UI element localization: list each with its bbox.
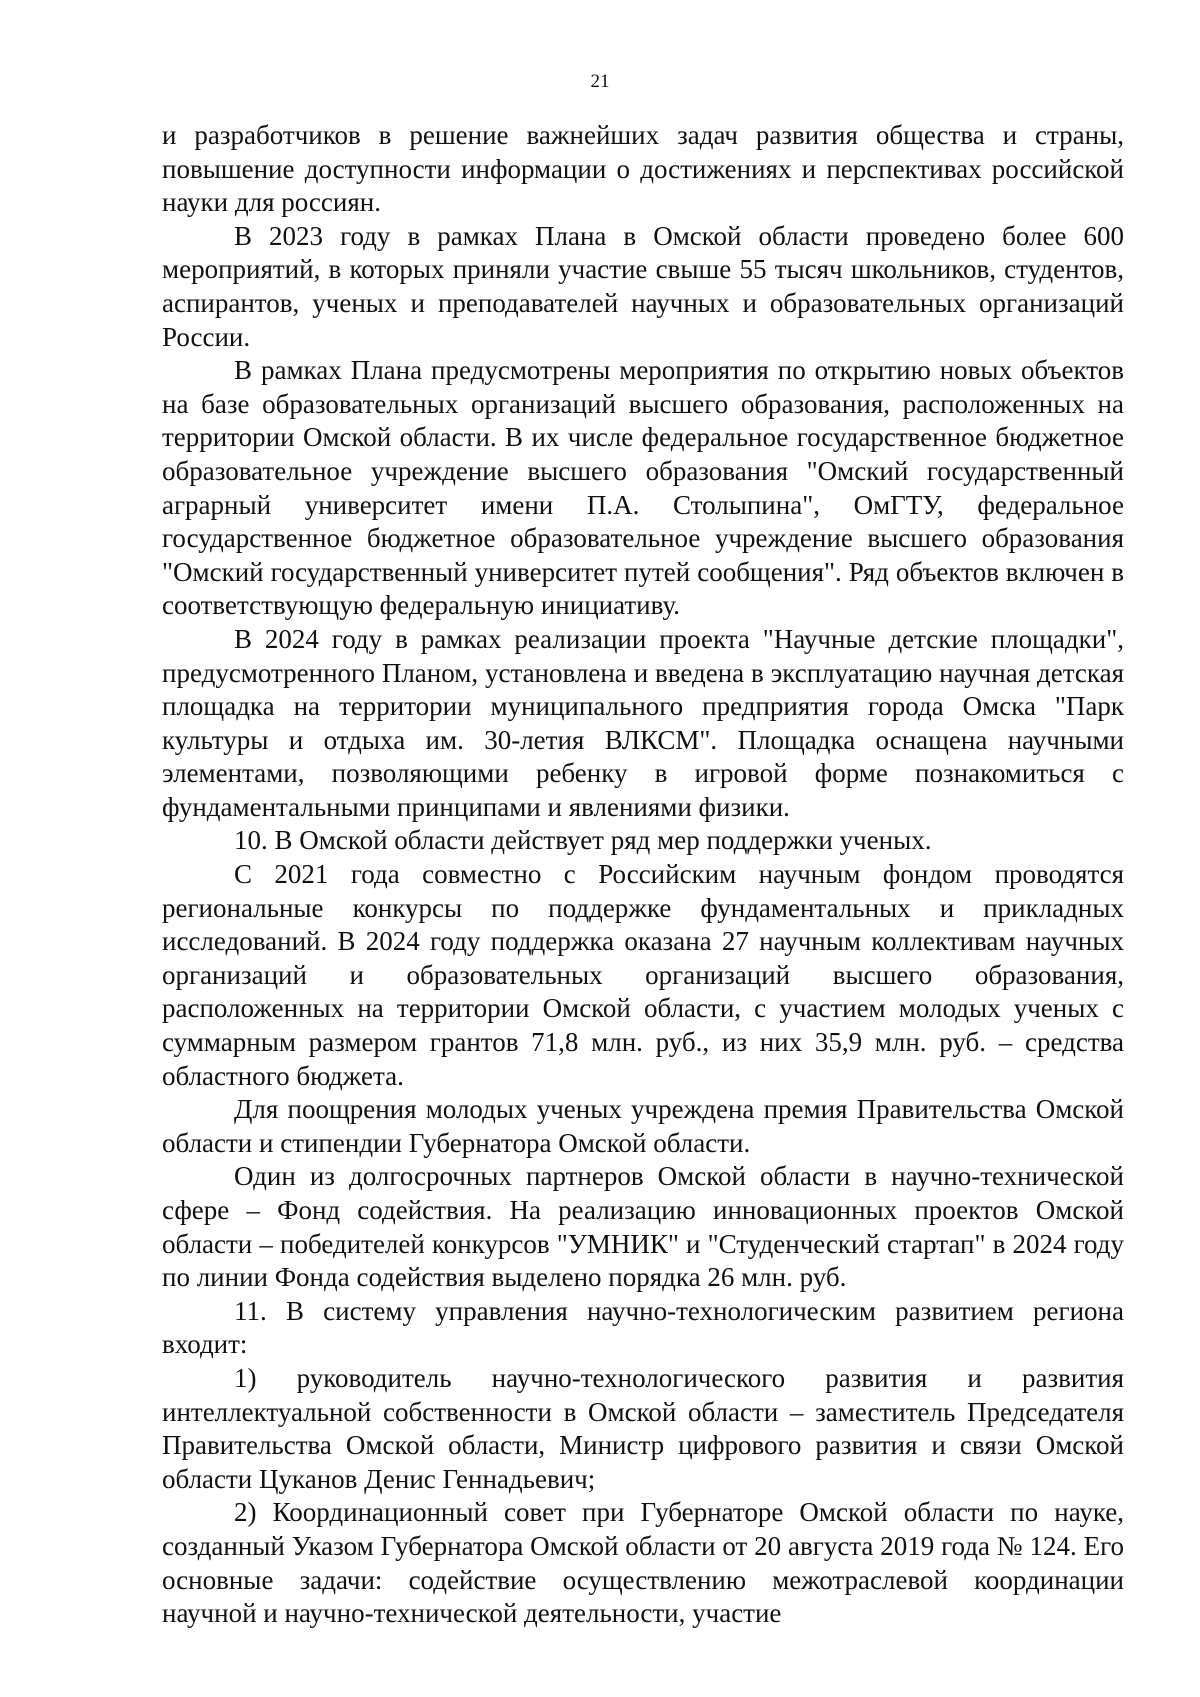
page-number: 21 (590, 71, 610, 92)
paragraph: и разработчиков в решение важнейших задач развития общества и страны, повышение доступности информации о достижениях и перспективах российской науки для россиян. (162, 120, 1124, 218)
paragraph: В 2023 году в рамках Плана в Омской области проведено более 600 мероприятий, в которых приняли участие свыше 55 тысяч школьников, студентов, аспирантов, ученых и преподавателей научных и образовательных организаций России. (162, 220, 1124, 352)
list-item: 1) руководитель научно-технологического развития и развития интеллектуальной собственности в Омской области – заместитель Председателя Правительства Омской области, Министр цифрового развития и связи Омской области Цуканов Денис Геннадьевич; (162, 1362, 1124, 1494)
document-body (162, 119, 1124, 1631)
paragraph: В 2024 году в рамках реализации проекта "Научные детские площадки", предусмотренного Планом, установлена и введена в эксплуатацию научная детская площадка на территории муниципального предприятия города Омска "Парк культуры и отдыха им. 30-летия ВЛКСМ". Площадка оснащена научными элементами, позволяющими ребенку в игровой форме познакомиться с фундаментальными принципами и явлениями физики. (162, 623, 1124, 822)
paragraph: В рамках Плана предусмотрены мероприятия по открытию новых объектов на базе образовательных организаций высшего образования, расположенных на территории Омской области. В их числе федеральное государственное бюджетное образовательное учреждение высшего образования "Омский государственный аграрный университет имени П.А. Столыпина", ОмГТУ, федеральное государственное бюджетное образовательное учреждение высшего образования "Омский государственный университет путей сообщения". Ряд объектов включен в соответствующую федеральную инициативу. (162, 355, 1124, 621)
paragraph: Один из долгосрочных партнеров Омской области в научно-технической сфере – Фонд содействия. На реализацию инновационных проектов Омской области – победителей конкурсов "УМНИК" и "Студенческий стартап" в 2024 году по линии Фонда содействия выделено порядка 26 млн. руб. (162, 1161, 1124, 1293)
paragraph: 10. В Омской области действует ряд мер поддержки ученых. (234, 825, 932, 856)
list-item: 2) Координационный совет при Губернаторе Омской области по науке, созданный Указом Губернатора Омской области от 20 августа 2019 года № 124. Его основные задачи: содействие осуществлению межотраслевой координации научной и научно-технической деятельности, участие (162, 1497, 1124, 1629)
paragraph: Для поощрения молодых ученых учреждена премия Правительства Омской области и стипендии Губернатора Омской области. (162, 1094, 1124, 1158)
paragraph: С 2021 года совместно с Российским научным фондом проводятся региональные конкурсы по поддержке фундаментальных и прикладных исследований. В 2024 году поддержка оказана 27 научным коллективам научных организаций и образовательных организаций высшего образования, расположенных на территории Омской области, с участием молодых ученых с суммарным размером грантов 71,8 млн. руб., из них 35,9 млн. руб. – средства областного бюджета. (162, 859, 1124, 1091)
paragraph: 11. В систему управления научно-технологическим развитием региона входит: (162, 1295, 1124, 1360)
